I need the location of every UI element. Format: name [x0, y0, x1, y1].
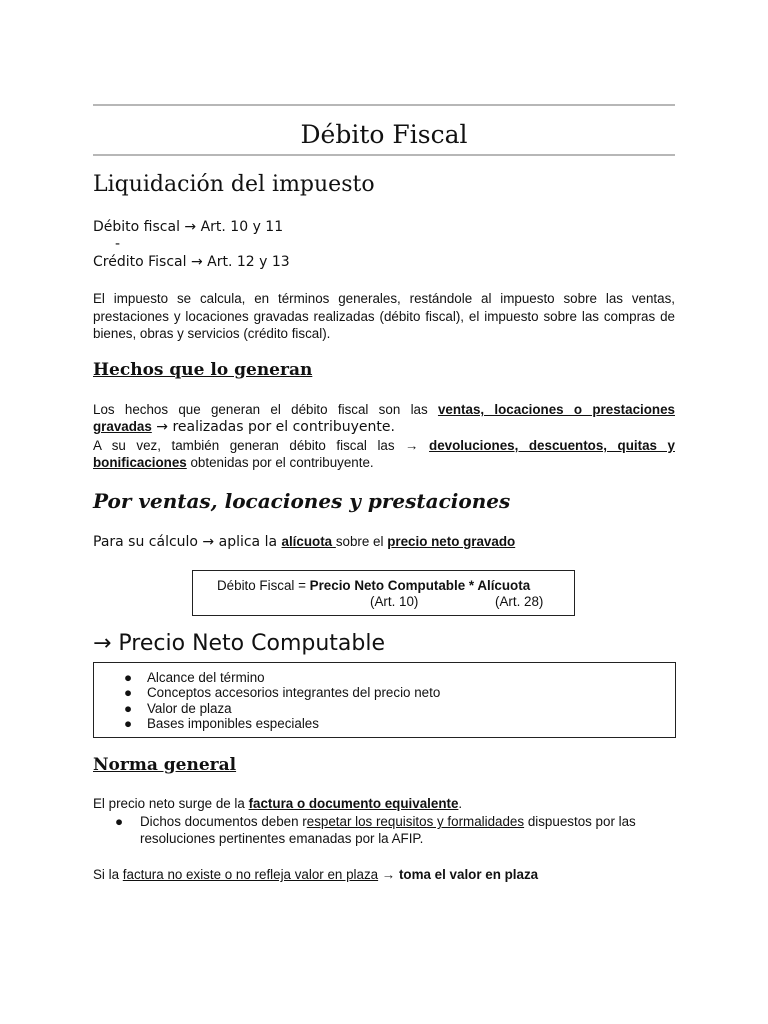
top-rule [93, 104, 675, 106]
bullet-icon: ● [115, 814, 124, 829]
documentos-line-1 [140, 814, 636, 829]
section-heading-por-ventas: Por ventas, locaciones y prestaciones [93, 489, 511, 513]
no-existe-emphasis: factura no existe o no refleja valor en plaza [122, 867, 379, 882]
debito-line: Débito fiscal → Art. 10 y 11 [93, 219, 284, 235]
formula-rhs: Precio Neto Computable * Alícuota [309, 578, 531, 593]
list-item [94, 716, 440, 731]
list-item [94, 670, 440, 685]
formula-box [192, 570, 575, 616]
bullet-icon: ● [124, 700, 133, 716]
precio-neto-emphasis: precio neto gravado [387, 534, 516, 549]
calculo-text: Para su cálculo → aplica la [93, 534, 282, 550]
si-la-text: Si la [93, 867, 123, 882]
formula-lhs: Débito Fiscal = [217, 578, 310, 593]
title-rule [93, 154, 675, 156]
minus-sign: - [115, 236, 121, 252]
tambien-text: A su vez, también generan débito fiscal las → [93, 438, 430, 453]
list-item-label: Alcance del término [147, 670, 265, 685]
ventas-emphasis: ventas, locaciones o prestaciones [437, 402, 675, 417]
realizadas-text: → realizadas por el contribuyente. [151, 419, 395, 435]
period-text: . [458, 796, 463, 811]
precio-neto-list [94, 670, 440, 731]
list-item-label: Valor de plaza [147, 700, 232, 716]
surge-text: El precio neto surge de la [93, 796, 249, 811]
bullet-icon: ● [124, 670, 133, 685]
list-item [94, 701, 440, 716]
bonificaciones-emphasis: bonificaciones [93, 455, 187, 470]
formula-line [217, 578, 530, 593]
formula-art-10: (Art. 10) [370, 594, 419, 609]
toma-valor-emphasis: toma el valor en plaza [398, 867, 539, 882]
list-item [94, 685, 440, 700]
requisitos-emphasis: espetar los requisitos y formalidades [306, 814, 525, 829]
hechos-line-3 [93, 437, 675, 455]
valor-plaza-line [93, 866, 675, 884]
hechos-line-1 [93, 401, 675, 419]
documentos-text: Dichos documentos deben r [140, 814, 307, 829]
calculo-line [93, 533, 515, 551]
section-heading-precio-neto: → Precio Neto Computable [93, 631, 386, 656]
credito-line: Crédito Fiscal → Art. 12 y 13 [93, 254, 290, 270]
gravadas-emphasis: gravadas [93, 419, 152, 434]
section-heading-liquidacion: Liquidación del impuesto [93, 172, 375, 197]
precio-neto-box [93, 662, 676, 738]
dispuestos-text: dispuestos por las [524, 814, 636, 829]
devoluciones-emphasis: devoluciones, descuentos, quitas y [429, 438, 675, 453]
hechos-line-4 [93, 454, 675, 472]
arrow-text: → [378, 867, 399, 882]
hechos-line-2 [93, 418, 675, 437]
page-title: Débito Fiscal [300, 120, 468, 149]
sobre-text: sobre el [335, 534, 388, 549]
alicuota-emphasis: alícuota [281, 534, 336, 549]
obtenidas-text: obtenidas por el contribuyente. [186, 455, 374, 470]
calculation-paragraph: El impuesto se calcula, en términos generales, restándole al impuesto sobre las ventas, prestaciones y locaciones gravadas realizadas (débito fiscal), el impuesto sobre las compras de bienes, obras y servicios (crédito fiscal). [93, 291, 675, 341]
factura-emphasis: factura o documento equivalente [248, 796, 459, 811]
list-item-label: Bases imponibles especiales [147, 715, 319, 731]
precio-neto-surge-line [93, 795, 675, 813]
list-item-label: Conceptos accesorios integrantes del precio neto [147, 685, 441, 701]
section-heading-norma-general: Norma general [93, 755, 237, 775]
bullet-icon: ● [124, 715, 133, 731]
documentos-line-2: resoluciones pertinentes emanadas por la AFIP. [140, 831, 424, 846]
bullet-icon: ● [124, 685, 133, 701]
formula-art-28: (Art. 28) [495, 594, 544, 609]
section-heading-hechos: Hechos que lo generan [93, 360, 313, 380]
hechos-text: Los hechos que generan el débito fiscal son las [93, 402, 438, 417]
